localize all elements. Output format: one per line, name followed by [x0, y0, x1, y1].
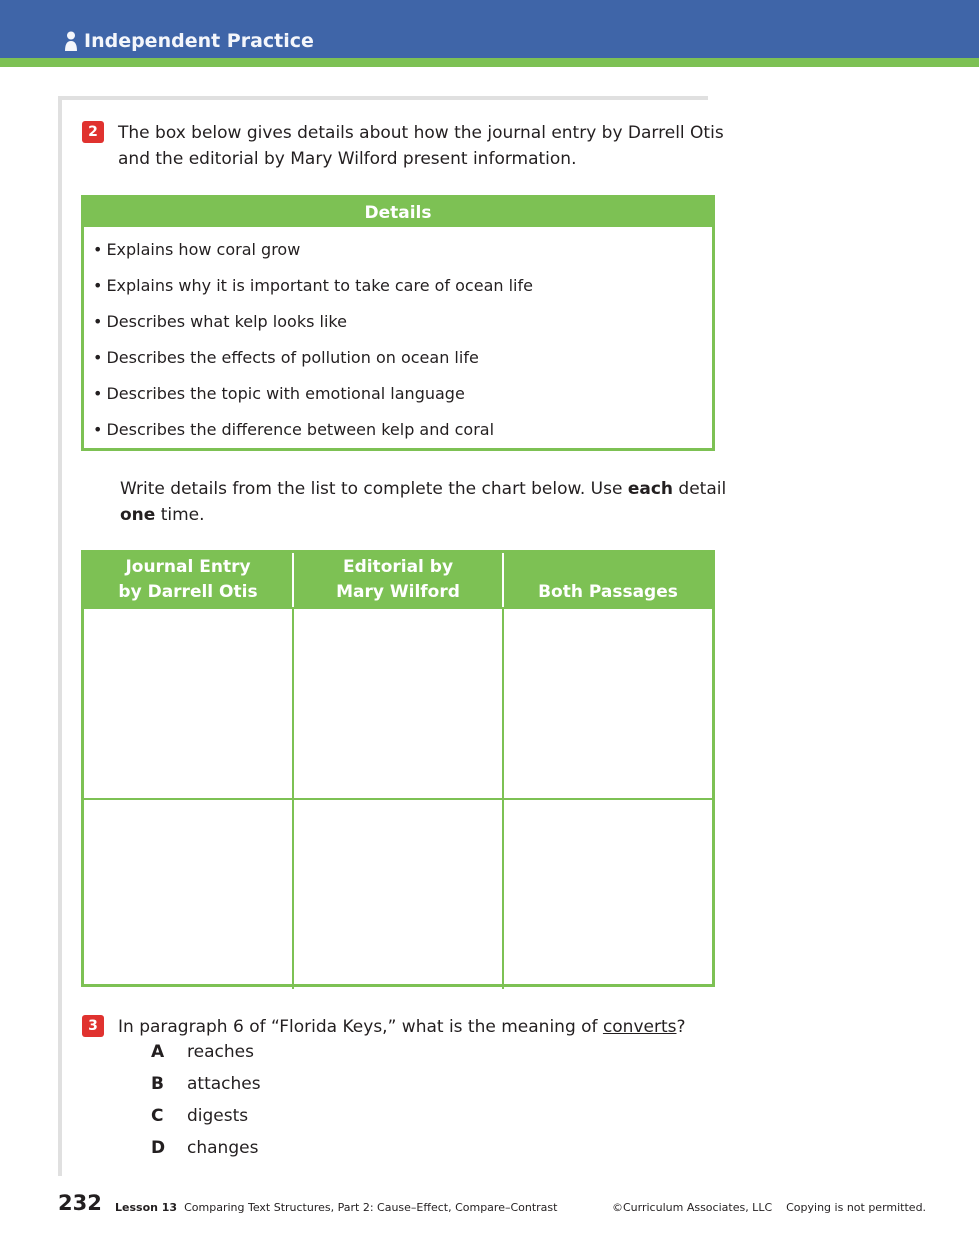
instruction-text: Write details from the list to complete the chart below. Use — [120, 479, 628, 499]
question-number-2: 2 — [82, 121, 104, 143]
choice-a[interactable] — [151, 1042, 254, 1062]
choice-letter: C — [151, 1106, 164, 1126]
header-line: Journal Entry — [125, 557, 251, 577]
answer-cell[interactable] — [294, 609, 504, 798]
header-line: Mary Wilford — [336, 582, 460, 602]
choice-text: attaches — [187, 1074, 261, 1094]
footer-lesson — [115, 1201, 557, 1214]
chart-row — [84, 798, 712, 989]
choice-text: digests — [187, 1106, 249, 1126]
detail-item: • Describes the difference between kelp and coral — [93, 412, 712, 448]
footer-copyright — [612, 1201, 926, 1214]
choice-d[interactable] — [151, 1138, 258, 1158]
header-line: Editorial by — [342, 557, 454, 577]
section-title — [64, 30, 314, 52]
prompt-line-2: and the editorial by Mary Wilford present information. — [118, 149, 577, 169]
answer-cell[interactable] — [294, 800, 504, 989]
detail-item: • Describes what kelp looks like — [93, 304, 712, 340]
chart-instruction — [120, 476, 726, 528]
details-title: Details — [84, 198, 712, 227]
detail-item: • Explains how coral grow — [93, 232, 712, 268]
content-frame-top — [58, 96, 708, 100]
detail-item: • Describes the topic with emotional language — [93, 376, 712, 412]
vocabulary-word: converts — [602, 1017, 677, 1037]
detail-item: • Describes the effects of pollution on ocean life — [93, 340, 712, 376]
instruction-text: detail — [673, 479, 727, 499]
header-line: by Darrell Otis — [118, 582, 258, 602]
answer-cell[interactable] — [504, 800, 712, 989]
chart-row — [84, 607, 712, 798]
chart-header-row — [84, 553, 712, 607]
copyright-text: ©Curriculum Associates, LLC — [612, 1201, 773, 1214]
chart-header-both — [504, 553, 712, 607]
details-box — [81, 195, 715, 451]
prompt-text: ? — [676, 1017, 686, 1037]
question-number-3: 3 — [82, 1015, 104, 1037]
instruction-bold-each: each — [627, 479, 674, 499]
answer-cell[interactable] — [84, 800, 294, 989]
details-list — [84, 227, 712, 448]
instruction-bold-one: one — [120, 505, 156, 525]
choice-b[interactable] — [151, 1074, 261, 1094]
copy-notice: Copying is not permitted. — [786, 1201, 927, 1214]
chart-header-journal — [84, 553, 294, 607]
choice-text: reaches — [187, 1042, 254, 1062]
answer-cell[interactable] — [504, 609, 712, 798]
choice-text: changes — [187, 1138, 259, 1158]
compare-chart — [81, 550, 715, 987]
detail-item: • Explains why it is important to take care of ocean life — [93, 268, 712, 304]
section-title-text: Independent Practice — [84, 30, 314, 52]
page-number: 232 — [58, 1191, 102, 1215]
person-icon — [64, 31, 78, 51]
prompt-text: In paragraph 6 of “Florida Keys,” what is the meaning of — [118, 1017, 603, 1037]
answer-cell[interactable] — [84, 609, 294, 798]
chart-header-editorial — [294, 553, 504, 607]
prompt-line-1: The box below gives details about how the journal entry by Darrell Otis — [118, 123, 724, 143]
choice-letter: B — [151, 1074, 164, 1094]
question-2-prompt — [118, 120, 724, 172]
choice-letter: A — [151, 1042, 165, 1062]
lesson-label: Lesson 13 — [115, 1201, 178, 1214]
question-3-prompt — [118, 1014, 686, 1040]
choice-letter: D — [151, 1138, 166, 1158]
choice-c[interactable] — [151, 1106, 248, 1126]
instruction-text: time. — [155, 505, 205, 525]
content-frame-left — [58, 96, 62, 1176]
header-stripe — [0, 58, 979, 67]
header-line: Both Passages — [538, 582, 678, 602]
lesson-title: Comparing Text Structures, Part 2: Cause–Effect, Compare–Contrast — [184, 1201, 558, 1214]
